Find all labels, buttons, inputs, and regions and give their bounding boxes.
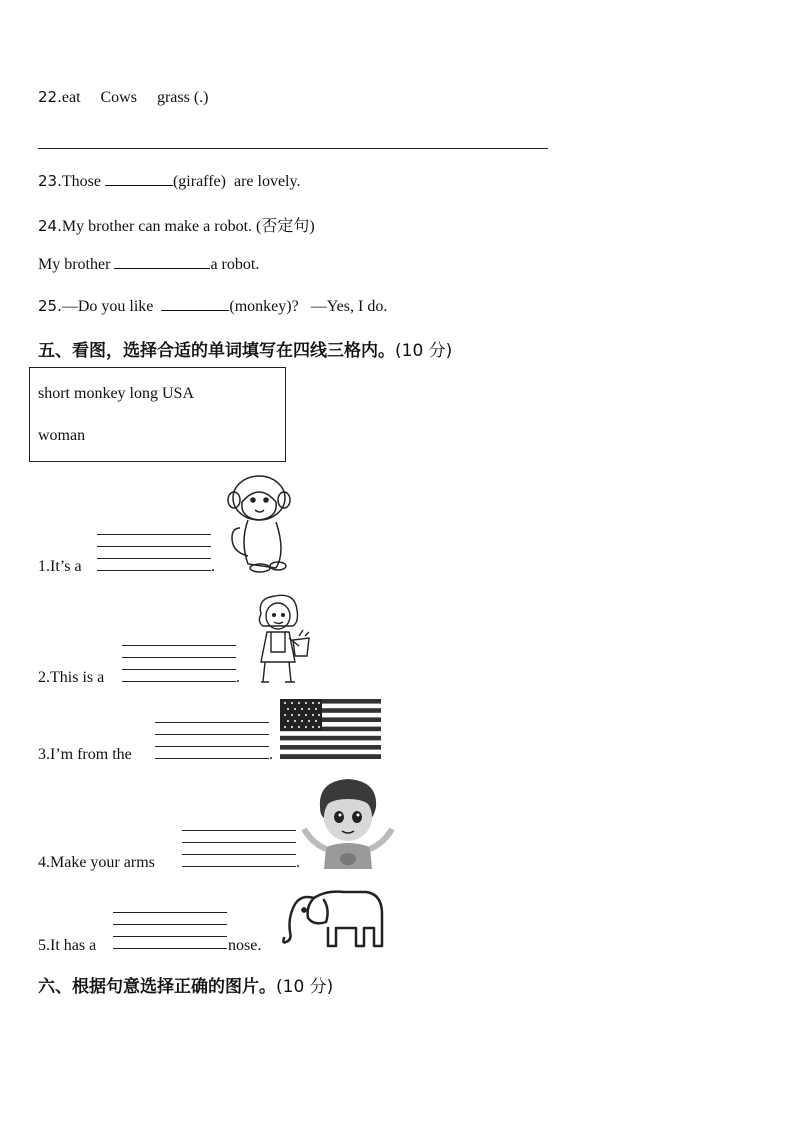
- item-prefix: 4.Make your arms: [38, 854, 159, 871]
- four-line-grid[interactable]: [155, 722, 269, 758]
- question-23: [38, 171, 300, 191]
- question-text: My brother can make a robot. (否定句): [61, 218, 315, 235]
- answer-line[interactable]: [38, 148, 548, 149]
- section-score: (10 分): [395, 341, 453, 361]
- question-text: Those: [61, 173, 105, 190]
- picture-item-4: [38, 854, 159, 872]
- item-suffix: .: [269, 746, 273, 763]
- word-bank-row-1: short monkey long USA: [38, 385, 194, 402]
- word-bank: [29, 367, 286, 462]
- item-prefix: 3.I’m from the: [38, 746, 136, 763]
- item-suffix: .: [236, 669, 240, 686]
- picture-item-1: [38, 558, 86, 576]
- four-line-grid[interactable]: [113, 912, 227, 948]
- picture-item-5: [38, 937, 100, 955]
- question-25: [38, 296, 387, 316]
- item-prefix: 1.It’s a: [38, 558, 86, 575]
- fill-blank[interactable]: [161, 296, 229, 311]
- question-text: eat Cows grass (.): [61, 89, 209, 106]
- boy-icon: [300, 777, 396, 869]
- woman-icon: [253, 592, 313, 686]
- usa-flag-icon: [280, 699, 381, 759]
- question-number: 22.: [38, 88, 62, 106]
- picture-item-3: [38, 746, 136, 764]
- section-6-heading: [38, 972, 333, 997]
- question-text: (giraffe) are lovely.: [172, 173, 301, 190]
- four-line-grid[interactable]: [182, 830, 296, 866]
- question-number: 23.: [38, 172, 62, 190]
- section-title: 五、看图，选择合适的单词填写在四线三格内。: [38, 341, 395, 361]
- item-suffix: nose.: [228, 937, 262, 954]
- section-title: 六、根据句意选择正确的图片。: [38, 977, 276, 997]
- item-suffix: .: [296, 854, 300, 871]
- question-22: [38, 88, 209, 107]
- section-score: (10 分): [276, 977, 334, 997]
- question-number: 25.: [38, 297, 62, 315]
- section-5-heading: [38, 336, 452, 361]
- four-line-grid[interactable]: [97, 534, 211, 570]
- monkey-icon: [226, 472, 292, 574]
- item-suffix: .: [211, 558, 215, 575]
- question-text: —Do you like: [61, 298, 162, 315]
- question-text: (monkey)? —Yes, I do.: [229, 298, 388, 315]
- question-number: 24.: [38, 217, 62, 235]
- item-prefix: 5.It has a: [38, 937, 101, 954]
- fill-blank[interactable]: [114, 254, 210, 269]
- answer-suffix: a robot.: [210, 256, 260, 273]
- question-24-answer: [38, 254, 259, 274]
- picture-item-2: [38, 669, 108, 687]
- elephant-icon: [280, 888, 386, 950]
- answer-prefix: My brother: [38, 256, 115, 273]
- word-bank-row-2: woman: [38, 427, 86, 444]
- fill-blank[interactable]: [105, 171, 173, 186]
- four-line-grid[interactable]: [122, 645, 236, 681]
- item-prefix: 2.This is a: [38, 669, 109, 686]
- question-24: [38, 213, 315, 236]
